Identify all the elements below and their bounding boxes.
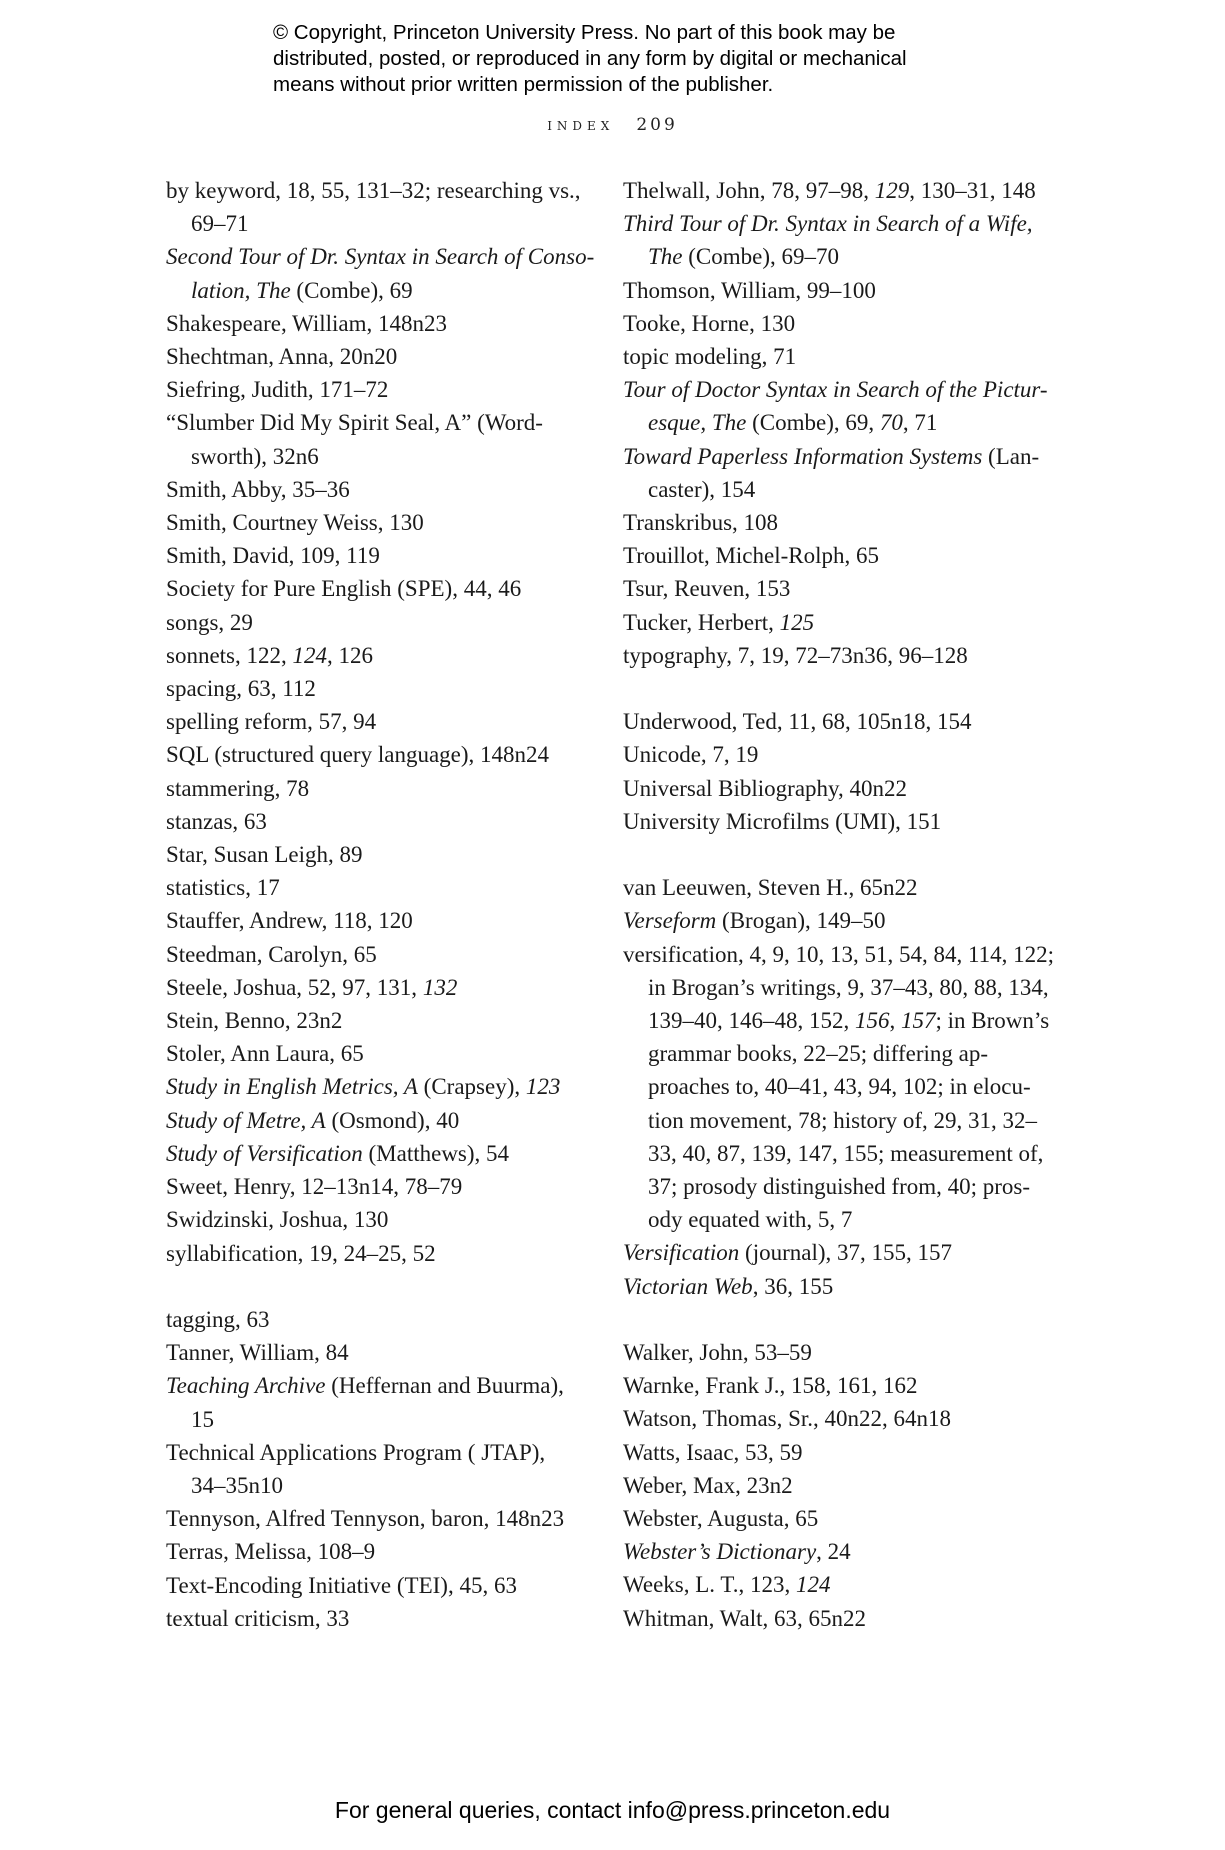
index-entry <box>166 672 596 705</box>
index-entry <box>623 1369 1053 1402</box>
index-entry <box>623 606 1053 639</box>
index-entry-continuation <box>623 971 1053 1004</box>
index-text: 139–40, 146–48, 152, <box>648 1008 855 1034</box>
index-text: Weber, Max, 23n2 <box>623 1472 793 1498</box>
index-text-italic: Second Tour of Dr. Syntax in Search of Conso- <box>166 244 595 270</box>
index-text: Steedman, Carolyn, 65 <box>166 941 377 967</box>
index-text: (Lan- <box>982 443 1040 469</box>
index-entry <box>166 539 596 572</box>
index-text: University Microfilms (UMI), 151 <box>623 808 942 834</box>
index-entry <box>623 871 1053 904</box>
index-text: Technical Applications Program ( JTAP), <box>166 1439 546 1465</box>
index-text: Warnke, Frank J., 158, 161, 162 <box>623 1373 918 1399</box>
letter-group-gap <box>623 838 1053 871</box>
index-entry-continuation <box>623 1170 1053 1203</box>
index-entry <box>166 1436 596 1469</box>
index-text: Sweet, Henry, 12–13n14, 78–79 <box>166 1174 463 1200</box>
index-text: Stauffer, Andrew, 118, 120 <box>166 908 413 934</box>
index-entry <box>623 938 1053 971</box>
index-text: spacing, 63, 112 <box>166 676 316 702</box>
index-text: Smith, Courtney Weiss, 130 <box>166 510 424 536</box>
index-text: statistics, 17 <box>166 875 280 901</box>
index-text: 69–71 <box>191 211 249 237</box>
index-text: topic modeling, 71 <box>623 344 797 370</box>
index-text: versification, 4, 9, 10, 13, 51, 54, 84, 114, 122; <box>623 941 1054 967</box>
index-entry <box>623 1270 1053 1303</box>
index-text: 37; prosody distinguished from, 40; pros- <box>648 1174 1031 1200</box>
index-text: stanzas, 63 <box>166 808 267 834</box>
index-text: (Matthews), 54 <box>362 1140 510 1166</box>
index-entry <box>166 606 596 639</box>
running-head-label: index <box>547 115 615 135</box>
index-text: “Slumber Did My Spirit Seal, A” (Word- <box>166 410 543 436</box>
index-entry <box>623 1602 1053 1635</box>
index-text: Siefring, Judith, 171–72 <box>166 377 389 403</box>
letter-group-gap <box>623 1303 1053 1336</box>
index-text-italic: Study in English Metrics, A <box>166 1074 418 1100</box>
index-entry <box>166 307 596 340</box>
index-text: Terras, Melissa, 108–9 <box>166 1539 376 1565</box>
index-entry <box>166 1303 596 1336</box>
index-text: tion movement, 78; history of, 29, 31, 32– <box>648 1107 1038 1133</box>
index-text-italic: Study of Metre, A <box>166 1107 326 1133</box>
index-entry <box>166 1070 596 1103</box>
index-text: (Combe), 69 <box>290 277 413 303</box>
index-entry <box>166 1203 596 1236</box>
index-text: Stoler, Ann Laura, 65 <box>166 1041 364 1067</box>
index-text: Thomson, William, 99–100 <box>623 277 876 303</box>
index-entry <box>623 340 1053 373</box>
index-text: , 24 <box>816 1539 851 1565</box>
index-entry <box>166 705 596 738</box>
index-text: stammering, 78 <box>166 775 310 801</box>
index-text-italic: 157 <box>901 1008 936 1034</box>
index-text: Smith, David, 109, 119 <box>166 543 380 569</box>
index-entry <box>623 1535 1053 1568</box>
index-entry <box>623 639 1053 672</box>
index-text-italic: Versification <box>623 1240 740 1266</box>
index-text-italic: 124 <box>292 642 327 668</box>
index-entry-continuation <box>623 473 1053 506</box>
index-text: , <box>889 1008 901 1034</box>
index-entry <box>166 1502 596 1535</box>
index-text: , 130–31, 148 <box>909 178 1036 203</box>
index-entry <box>166 1569 596 1602</box>
index-entry <box>623 805 1053 838</box>
index-entry <box>166 639 596 672</box>
index-entry-continuation <box>623 1037 1053 1070</box>
index-text: tagging, 63 <box>166 1306 270 1332</box>
index-entry-continuation <box>623 406 1053 439</box>
index-text-italic: Webster’s Dictionary <box>623 1539 817 1565</box>
index-entry <box>166 1137 596 1170</box>
index-entry <box>166 1369 596 1402</box>
index-text: ; in Brown’s <box>935 1008 1050 1034</box>
index-entry <box>166 1037 596 1070</box>
index-text: , 126 <box>327 642 373 668</box>
index-text: Trouillot, Michel-Rolph, 65 <box>623 543 879 569</box>
index-text-italic: Teaching Archive <box>166 1373 326 1399</box>
index-entry <box>623 440 1053 473</box>
index-entry-continuation <box>166 1469 596 1502</box>
index-entry <box>623 274 1053 307</box>
index-text: typography, 7, 19, 72–73n36, 96–128 <box>623 642 968 668</box>
index-entry <box>623 1568 1053 1601</box>
index-text-italic: 129 <box>874 178 910 203</box>
index-text-italic: 124 <box>795 1572 831 1598</box>
index-text: Text-Encoding Initiative (TEI), 45, 63 <box>166 1572 517 1598</box>
index-entry <box>166 506 596 539</box>
index-text: (Heffernan and Buurma), <box>325 1373 564 1399</box>
index-text: spelling reform, 57, 94 <box>166 709 377 735</box>
index-text: , 36, 155 <box>752 1273 834 1299</box>
index-text-italic: esque, The <box>648 410 747 436</box>
index-text: by keyword, 18, 55, 131–32; researching vs., <box>166 178 581 203</box>
index-entry <box>623 705 1053 738</box>
index-text: 15 <box>191 1406 214 1432</box>
footer-contact: For general queries, contact info@press.princeton.edu <box>334 1797 891 1823</box>
index-entry <box>166 1535 596 1568</box>
index-text: Watts, Isaac, 53, 59 <box>623 1439 803 1465</box>
index-entry <box>623 1502 1053 1535</box>
letter-group-gap <box>166 1270 596 1303</box>
index-text: Watson, Thomas, Sr., 40n22, 64n18 <box>623 1406 952 1432</box>
index-entry <box>166 406 596 439</box>
index-text: Star, Susan Leigh, 89 <box>166 842 363 868</box>
index-text: sworth), 32n6 <box>191 443 319 469</box>
index-text: Transkribus, 108 <box>623 510 779 536</box>
index-entry <box>623 307 1053 340</box>
index-text: Thelwall, John, 78, 97–98, <box>623 178 875 203</box>
letter-group-gap <box>623 672 1053 705</box>
index-text: Walker, John, 53–59 <box>623 1340 812 1366</box>
index-entry <box>166 1602 596 1635</box>
index-text: Smith, Abby, 35–36 <box>166 476 350 502</box>
index-entry <box>166 240 596 273</box>
index-entry-continuation <box>623 240 1053 273</box>
index-text: grammar books, 22–25; differing ap- <box>648 1041 989 1067</box>
index-column-right <box>623 174 1053 1635</box>
index-text: Tsur, Reuven, 153 <box>623 576 791 602</box>
index-entry-continuation <box>166 274 596 307</box>
index-text: Society for Pure English (SPE), 44, 46 <box>166 576 522 602</box>
index-text: caster), 154 <box>648 476 756 502</box>
index-text-italic: Victorian Web <box>623 1273 753 1299</box>
index-text: (Brogan), 149–50 <box>716 908 886 934</box>
index-text: sonnets, 122, <box>166 642 293 668</box>
index-entry <box>623 506 1053 539</box>
index-entry <box>623 1336 1053 1369</box>
index-entry <box>623 738 1053 771</box>
index-text: van Leeuwen, Steven H., 65n22 <box>623 875 918 901</box>
index-entry <box>166 373 596 406</box>
index-text: , 71 <box>902 410 938 436</box>
index-entry <box>623 572 1053 605</box>
index-entry <box>166 1237 596 1270</box>
index-text: Tanner, William, 84 <box>166 1340 349 1366</box>
index-text: ody equated with, 5, 7 <box>648 1207 853 1233</box>
index-entry <box>166 572 596 605</box>
index-entry <box>623 772 1053 805</box>
index-entry <box>623 1402 1053 1435</box>
index-text: Shakespeare, William, 148n23 <box>166 310 447 336</box>
index-entry <box>623 174 1053 207</box>
index-text: in Brogan’s writings, 9, 37–43, 80, 88, 134, <box>648 974 1049 1000</box>
index-entry <box>166 772 596 805</box>
index-entry <box>166 871 596 904</box>
index-text: Steele, Joshua, 52, 97, 131, <box>166 974 423 1000</box>
index-text: syllabification, 19, 24–25, 52 <box>166 1240 436 1266</box>
index-entry <box>623 1436 1053 1469</box>
index-entry <box>166 738 596 771</box>
index-text-italic: The <box>648 244 683 270</box>
index-entry-continuation <box>166 1403 596 1436</box>
index-text-italic: 125 <box>779 609 815 635</box>
index-text: (Osmond), 40 <box>325 1107 460 1133</box>
index-entry <box>623 207 1053 240</box>
index-text: (Combe), 69, <box>746 410 880 436</box>
index-text: Tennyson, Alfred Tennyson, baron, 148n23 <box>166 1506 565 1532</box>
index-text-italic: 156 <box>855 1008 890 1034</box>
index-text: Tooke, Horne, 130 <box>623 310 796 336</box>
index-entry <box>166 1336 596 1369</box>
index-text: 34–35n10 <box>191 1472 283 1498</box>
index-text: textual criticism, 33 <box>166 1605 350 1631</box>
index-entry <box>623 539 1053 572</box>
index-text-italic: Toward Paperless Information Systems <box>623 443 983 469</box>
index-column-left <box>166 174 596 1635</box>
index-text: Whitman, Walt, 63, 65n22 <box>623 1605 867 1631</box>
index-entry <box>166 1170 596 1203</box>
index-text: Swidzinski, Joshua, 130 <box>166 1207 389 1233</box>
index-entry <box>623 1236 1053 1269</box>
index-entry <box>166 938 596 971</box>
index-text: Webster, Augusta, 65 <box>623 1506 819 1532</box>
index-text: Unicode, 7, 19 <box>623 742 759 768</box>
index-text: 33, 40, 87, 139, 147, 155; measurement of, <box>648 1140 1044 1166</box>
index-entry-continuation <box>623 1004 1053 1037</box>
index-text: (Combe), 69–70 <box>682 244 840 270</box>
index-entry-continuation <box>166 440 596 473</box>
index-text: (Crapsey), <box>417 1074 526 1100</box>
index-text: proaches to, 40–41, 43, 94, 102; in elocu- <box>648 1074 1031 1100</box>
index-entry <box>623 373 1053 406</box>
index-text: (journal), 37, 155, 157 <box>739 1240 952 1266</box>
index-text: Stein, Benno, 23n2 <box>166 1008 343 1034</box>
index-text-italic: Third Tour of Dr. Syntax in Search of a Wife, <box>623 211 1033 237</box>
index-text-italic: Verseform <box>623 908 717 934</box>
index-text: Universal Bibliography, 40n22 <box>623 775 908 801</box>
index-entry <box>166 971 596 1004</box>
index-text: Tucker, Herbert, <box>623 609 780 635</box>
index-text: SQL (structured query language), 148n24 <box>166 742 550 768</box>
index-text-italic: 123 <box>525 1074 561 1100</box>
index-entry <box>623 1469 1053 1502</box>
index-text: Underwood, Ted, 11, 68, 105n18, 154 <box>623 709 972 735</box>
index-entry-continuation <box>623 1203 1053 1236</box>
index-text-italic: Study of Versification <box>166 1140 363 1166</box>
index-entry <box>166 174 596 207</box>
running-head <box>0 115 1225 135</box>
index-entry <box>166 1104 596 1137</box>
index-text-italic: lation, The <box>191 277 291 303</box>
index-entry <box>166 805 596 838</box>
index-entry-continuation <box>623 1104 1053 1137</box>
copyright-notice: © Copyright, Princeton University Press. No part of this book may be distributed, posted, or reproduced in any form by digital or mechanical means without prior written permission of the publisher. <box>273 21 907 96</box>
index-entry-continuation <box>166 207 596 240</box>
index-entry <box>166 340 596 373</box>
index-text-italic: Tour of Doctor Syntax in Search of the Pictur- <box>623 377 1048 403</box>
index-entry <box>166 1004 596 1037</box>
index-entry-continuation <box>623 1070 1053 1103</box>
index-entry-continuation <box>623 1137 1053 1170</box>
index-entry <box>166 904 596 937</box>
index-text-italic: 70 <box>879 410 903 436</box>
page-number: 209 <box>636 115 678 135</box>
index-text: Weeks, L. T., 123, <box>623 1572 796 1598</box>
index-text-italic: 132 <box>422 974 458 1000</box>
index-text: songs, 29 <box>166 609 253 635</box>
index-entry <box>166 473 596 506</box>
index-entry <box>623 904 1053 937</box>
index-entry <box>166 838 596 871</box>
index-text: Shechtman, Anna, 20n20 <box>166 344 398 370</box>
